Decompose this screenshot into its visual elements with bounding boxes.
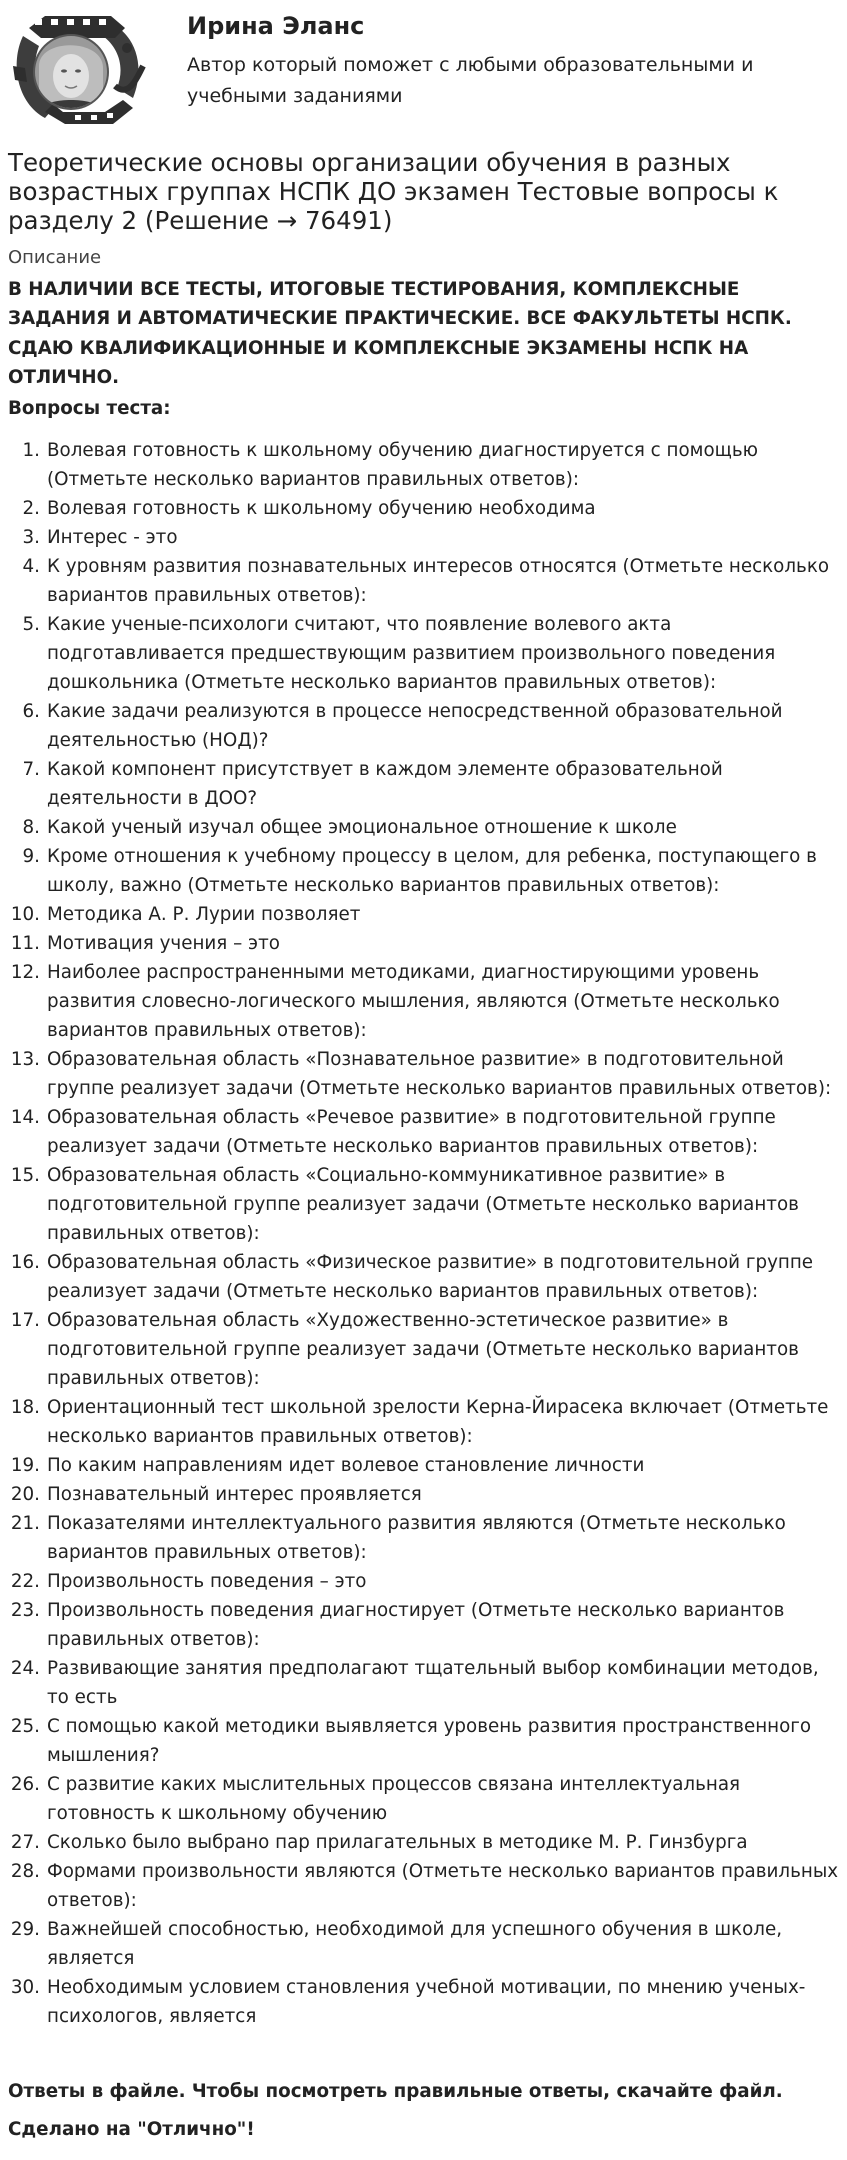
question-item <box>0 1509 847 1567</box>
question-text: Методика А. Р. Лурии позволяет <box>47 904 361 925</box>
question-text: Познавательный интерес проявляется <box>47 1484 422 1505</box>
answers-in-file-note: Ответы в файле. Чтобы посмотреть правильные ответы, скачайте файл. <box>8 2081 783 2102</box>
question-item <box>0 494 847 523</box>
question-text: Показателями интеллектуального развития являются (Отметьте несколько вариантов правильных ответов): <box>47 1513 786 1563</box>
question-number: 26. <box>10 1774 40 1795</box>
author-card[interactable] <box>0 0 847 135</box>
question-text: Кроме отношения к учебному процессу в целом, для ребенка, поступающего в школу, важно (Отметьте несколько вариантов правильных ответов): <box>47 846 817 896</box>
question-number: 15. <box>10 1165 40 1186</box>
question-text: Сколько было выбрано пар прилагательных в методике М. Р. Гинзбурга <box>47 1832 748 1853</box>
question-item <box>0 929 847 958</box>
question-item <box>0 1770 847 1828</box>
question-text: Мотивация учения – это <box>47 933 280 954</box>
question-number: 12. <box>10 962 40 983</box>
question-item <box>0 1306 847 1393</box>
question-item <box>0 842 847 900</box>
question-text: Какие задачи реализуются в процессе непосредственной образовательной деятельностью (НОД)? <box>47 701 783 751</box>
question-item <box>0 1451 847 1480</box>
question-item <box>0 900 847 929</box>
question-text: Образовательная область «Физическое развитие» в подготовительной группе реализует задачи (Отметьте несколько вариантов правильных ответов): <box>47 1252 814 1302</box>
question-number: 30. <box>10 1977 40 1998</box>
question-number: 19. <box>10 1455 40 1476</box>
question-number: 27. <box>10 1832 40 1853</box>
question-text: Развивающие занятия предполагают тщательный выбор комбинации методов, то есть <box>47 1658 819 1708</box>
question-number: 6. <box>22 701 40 722</box>
question-text: Необходимым условием становления учебной мотивации, по мнению ученых-психологов, является <box>47 1977 806 2027</box>
question-text: Какой ученый изучал общее эмоциональное отношение к школе <box>47 817 677 838</box>
question-number: 20. <box>10 1484 40 1505</box>
question-text: Интерес - это <box>47 527 178 548</box>
question-text: Образовательная область «Познавательное развитие» в подготовительной группе реализует задачи (Отметьте несколько вариантов правильных ответов): <box>47 1049 832 1099</box>
question-text: Какой компонент присутствует в каждом элементе образовательной деятельности в ДОО? <box>47 759 723 809</box>
author-name[interactable]: Ирина Эланс <box>187 12 365 40</box>
question-text: К уровням развития познавательных интересов относятся (Отметьте несколько вариантов правильных ответов): <box>47 556 830 606</box>
question-number: 5. <box>22 614 40 635</box>
questions-list <box>0 436 847 2031</box>
question-item <box>0 1973 847 2031</box>
question-number: 14. <box>10 1107 40 1128</box>
question-text: Образовательная область «Речевое развитие» в подготовительной группе реализует задачи (Отметьте несколько вариантов правильных ответов): <box>47 1107 776 1157</box>
done-excellent-note: Сделано на "Отлично"! <box>8 2119 255 2140</box>
author-description: Автор который поможет с любыми образовательными и учебными заданиями <box>187 54 754 107</box>
question-item <box>0 436 847 494</box>
question-number: 22. <box>10 1571 40 1592</box>
description-text: В НАЛИЧИИ ВСЕ ТЕСТЫ, ИТОГОВЫЕ ТЕСТИРОВАНИЯ, КОМПЛЕКСНЫЕ ЗАДАНИЯ И АВТОМАТИЧЕСКИЕ ПРАКТИЧЕСКИЕ. ВСЕ ФАКУЛЬТЕТЫ НСПК. СДАЮ КВАЛИФИКАЦИОННЫЕ И КОМПЛЕКСНЫЕ ЭКЗАМЕНЫ НСПК НА ОТЛИЧНО. <box>8 279 792 388</box>
question-item <box>0 1103 847 1161</box>
question-number: 16. <box>10 1252 40 1273</box>
question-item <box>0 1161 847 1248</box>
question-item <box>0 1828 847 1857</box>
question-text: С развитие каких мыслительных процессов связана интеллектуальная готовность к школьному обучению <box>47 1774 741 1824</box>
question-number: 4. <box>22 556 40 577</box>
question-item <box>0 610 847 697</box>
questions-heading: Вопросы теста: <box>8 398 171 419</box>
question-number: 1. <box>22 440 40 461</box>
question-item <box>0 1393 847 1451</box>
question-number: 13. <box>10 1049 40 1070</box>
question-text: Ориентационный тест школьной зрелости Керна-Йирасека включает (Отметьте несколько вариантов правильных ответов): <box>47 1397 829 1447</box>
question-number: 17. <box>10 1310 40 1331</box>
question-number: 18. <box>10 1397 40 1418</box>
question-number: 25. <box>10 1716 40 1737</box>
question-number: 23. <box>10 1600 40 1621</box>
author-avatar[interactable] <box>5 8 153 126</box>
question-number: 9. <box>22 846 40 867</box>
question-number: 28. <box>10 1861 40 1882</box>
question-item <box>0 1045 847 1103</box>
question-number: 24. <box>10 1658 40 1679</box>
question-item <box>0 1596 847 1654</box>
question-number: 29. <box>10 1919 40 1940</box>
question-number: 8. <box>22 817 40 838</box>
question-item <box>0 1915 847 1973</box>
question-item <box>0 552 847 610</box>
question-number: 11. <box>10 933 40 954</box>
question-item <box>0 697 847 755</box>
question-item <box>0 1248 847 1306</box>
question-item <box>0 958 847 1045</box>
question-text: Важнейшей способностью, необходимой для успешного обучения в школе, является <box>47 1919 783 1969</box>
question-text: Наиболее распространенными методиками, диагностирующими уровень развития словесно-логического мышления, являются (Отметьте несколько вариантов правильных ответов): <box>47 962 780 1041</box>
question-text: По каким направлениям идет волевое становление личности <box>47 1455 645 1476</box>
question-text: С помощью какой методики выявляется уровень развития пространственного мышления? <box>47 1716 812 1766</box>
question-number: 3. <box>22 527 40 548</box>
question-item <box>0 1567 847 1596</box>
question-item <box>0 1857 847 1915</box>
question-text: Волевая готовность к школьному обучению диагностируется с помощью (Отметьте несколько вариантов правильных ответов): <box>47 440 759 490</box>
question-text: Образовательная область «Социально-коммуникативное развитие» в подготовительной группе реализует задачи (Отметьте несколько вариантов правильных ответов): <box>47 1165 799 1244</box>
question-number: 7. <box>22 759 40 780</box>
question-item <box>0 1712 847 1770</box>
question-text: Волевая готовность к школьному обучению необходима <box>47 498 596 519</box>
question-item <box>0 1654 847 1712</box>
question-item <box>0 1480 847 1509</box>
question-text: Произвольность поведения диагностирует (Отметьте несколько вариантов правильных ответов): <box>47 1600 785 1650</box>
question-text: Какие ученые-психологи считают, что появление волевого акта подготавливается предшествующим развитием произвольного поведения дошкольника (Отметьте несколько вариантов правильных ответов): <box>47 614 776 693</box>
question-item <box>0 813 847 842</box>
question-number: 2. <box>22 498 40 519</box>
page-title: Теоретические основы организации обучения в разных возрастных группах НСПК ДО экзамен Тестовые вопросы к разделу 2 (Решение → 76491) <box>8 148 779 235</box>
question-text: Формами произвольности являются (Отметьте несколько вариантов правильных ответов): <box>47 1861 839 1911</box>
question-text: Образовательная область «Художественно-эстетическое развитие» в подготовительной группе реализует задачи (Отметьте несколько вариантов правильных ответов): <box>47 1310 799 1389</box>
question-number: 21. <box>10 1513 40 1534</box>
question-item <box>0 523 847 552</box>
question-text: Произвольность поведения – это <box>47 1571 367 1592</box>
question-number: 10. <box>10 904 40 925</box>
description-label: Описание <box>8 247 102 268</box>
question-item <box>0 755 847 813</box>
